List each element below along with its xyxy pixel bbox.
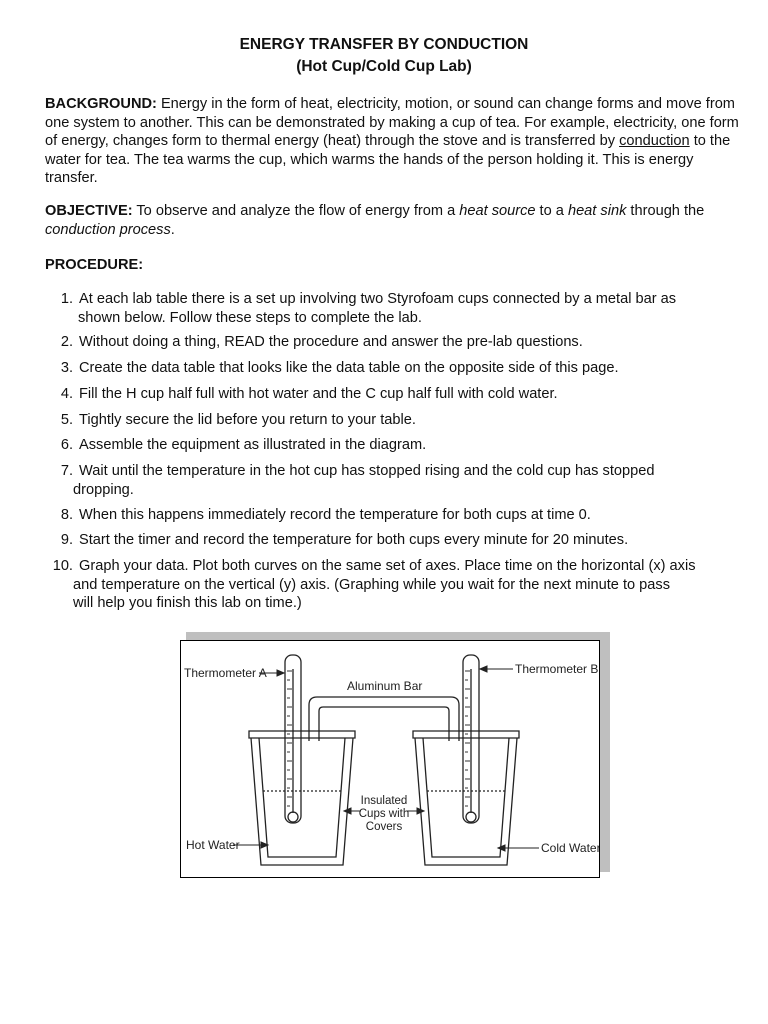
objective-text-d: . xyxy=(170,221,175,238)
step-number: 7. xyxy=(60,463,73,479)
thermometer-b-bulb xyxy=(466,812,476,822)
procedure-step-8 xyxy=(45,506,735,525)
step-number: 6. xyxy=(60,437,73,453)
procedure-step-3 xyxy=(45,359,735,378)
procedure-step-9 xyxy=(45,531,735,550)
background-label: BACKGROUND: xyxy=(45,96,157,112)
page-title: ENERGY TRANSFER BY CONDUCTION xyxy=(239,36,529,53)
heat-source-term: heat source xyxy=(459,203,536,219)
step-text: Assemble the equipment as illustrated in the diagram. xyxy=(79,437,427,453)
step-number: 5. xyxy=(60,412,73,428)
step-text-continued: and temperature on the vertical (y) axis. (Graphing while you wait for the next minute to pass xyxy=(73,576,671,593)
step-text: Fill the H cup half full with hot water and the C cup half full with cold water. xyxy=(79,386,558,402)
objective-text-a: To observe and analyze the flow of energy from a xyxy=(132,203,460,219)
procedure-step-1 xyxy=(45,290,735,327)
step-number: 3. xyxy=(60,360,73,376)
thermometer-a-arrow-icon xyxy=(277,670,284,676)
step-number: 2. xyxy=(60,334,73,350)
cold-water-label: Cold Water xyxy=(541,841,599,855)
page-subtitle: (Hot Cup/Cold Cup Lab) xyxy=(296,58,472,75)
background-paragraph xyxy=(45,95,745,188)
cold-water-arrow-icon xyxy=(498,845,505,851)
step-number: 8. xyxy=(60,507,73,523)
apparatus-illustration xyxy=(181,641,599,877)
procedure-step-4 xyxy=(45,385,735,404)
hot-cup-inner xyxy=(259,738,345,857)
conduction-process-term: conduction process xyxy=(45,221,171,238)
insulated-label-line1: Insulated xyxy=(360,795,408,807)
step-text: Create the data table that looks like the data table on the opposite side of this page. xyxy=(79,360,619,376)
step-number: 4. xyxy=(60,386,73,402)
aluminum-bar-inner xyxy=(319,707,449,741)
step-text-continued: dropping. xyxy=(73,481,134,498)
insulated-label-line2: Cups with xyxy=(358,808,410,820)
hot-water-label: Hot Water xyxy=(186,838,240,852)
diagram-frame xyxy=(180,640,600,878)
thermometer-b-arrow-icon xyxy=(480,666,487,672)
thermometer-a-bulb xyxy=(288,812,298,822)
step-text-continued: will help you finish this lab on time.) xyxy=(73,595,302,611)
objective-text-b: to a xyxy=(535,203,568,219)
conduction-diagram xyxy=(180,632,602,878)
procedure-step-6 xyxy=(45,436,735,455)
insulated-label-line3: Covers xyxy=(365,821,403,833)
aluminum-bar-outer xyxy=(309,697,459,741)
step-text: At each lab table there is a set up involving two Styrofoam cups connected by a metal bar as xyxy=(79,291,677,307)
thermometer-a-label: Thermometer A xyxy=(184,666,267,680)
step-text: Tightly secure the lid before you return to your table. xyxy=(79,412,416,428)
procedure-step-5 xyxy=(45,411,735,430)
step-text: Graph your data. Plot both curves on the same set of axes. Place time on the horizontal (x) axis xyxy=(79,558,696,574)
step-number: 9. xyxy=(60,532,73,548)
objective-label: OBJECTIVE: xyxy=(45,203,133,219)
procedure-step-7 xyxy=(45,462,735,499)
background-text-b: to the water for tea. The tea warms the cup, which warms the hands of the person holding it. This is energy transfer. xyxy=(45,133,731,186)
objective-paragraph xyxy=(45,202,745,239)
step-number: 1. xyxy=(60,291,73,307)
procedure-step-10 xyxy=(45,557,735,613)
step-text: Start the timer and record the temperature for both cups every minute for 20 minutes. xyxy=(79,532,629,548)
heat-sink-term: heat sink xyxy=(567,203,627,219)
procedure-label: PROCEDURE: xyxy=(45,257,144,273)
thermometer-b-label: Thermometer B xyxy=(515,662,599,676)
procedure-step-2 xyxy=(45,333,735,352)
step-number: 10. xyxy=(52,558,73,574)
background-text-a: Energy in the form of heat, electricity, motion, or sound can change forms and move from one system to another. This can be demonstrated by making a cup of tea. For example, electricity, one form of energy, changes form to thermal energy (heat) through the stove and is transferred by xyxy=(45,96,739,149)
step-text: Without doing a thing, READ the procedure and answer the pre-lab questions. xyxy=(79,334,583,350)
step-text: When this happens immediately record the temperature for both cups at time 0. xyxy=(79,507,591,523)
hot-cup-lid xyxy=(249,731,355,738)
conduction-term: conduction xyxy=(619,133,690,149)
objective-text-c: through the xyxy=(626,203,705,219)
step-text-continued: shown below. Follow these steps to complete the lab. xyxy=(78,309,422,326)
step-text: Wait until the temperature in the hot cup has stopped rising and the cold cup has stopped xyxy=(79,463,655,479)
aluminum-bar-label: Aluminum Bar xyxy=(347,679,423,693)
